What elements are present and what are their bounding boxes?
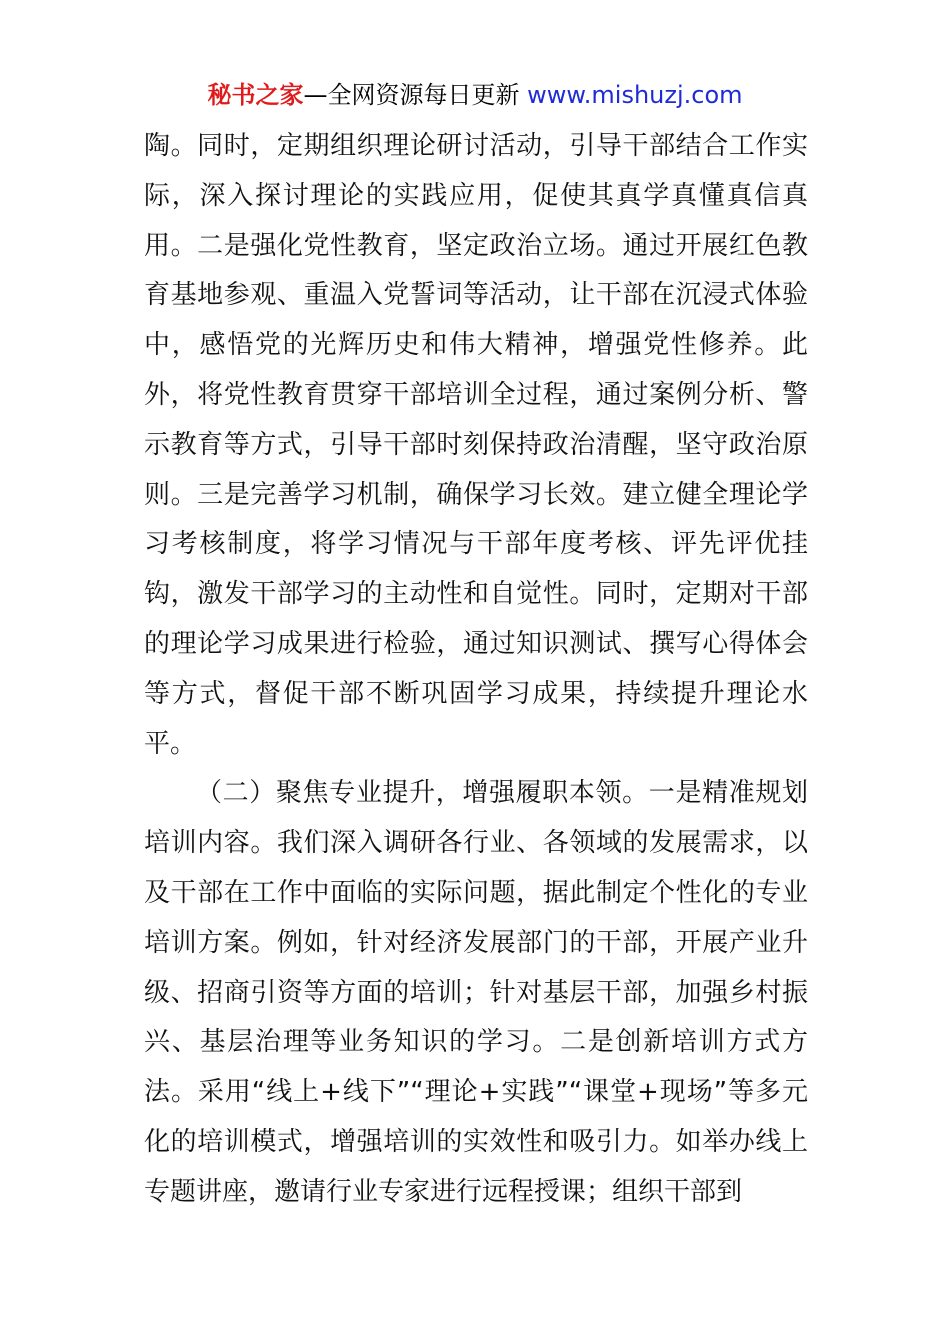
paragraph-continuation: 陶。同时，定期组织理论研讨活动，引导干部结合工作实际，深入探讨理论的实践应用，促使其真学真懂真信真用。二是强化党性教育，坚定政治立场。通过开展红色教育基地参观、重温入党誓词等活动，让干部在沉浸式体验中，感悟党的光辉历史和伟大精神，增强党性修养。此外，将党性教育贯穿干部培训全过程，通过案例分析、警示教育等方式，引导干部时刻保持政治清醒，坚守政治原则。三是完善学习机制，确保学习长效。建立健全理论学习考核制度，将学习情况与干部年度考核、评先评优挂钩，激发干部学习的主动性和自觉性。同时，定期对干部的理论学习成果进行检验，通过知识测试、撰写心得体会等方式，督促干部不断巩固学习成果，持续提升理论水平。: [144, 131, 808, 759]
site-header: [0, 78, 950, 112]
document-body: [144, 122, 808, 1218]
site-slogan: —全网资源每日更新: [303, 81, 528, 109]
site-brand: 秘书之家: [207, 81, 304, 109]
paragraph-section-two: （二）聚焦专业提升，增强履职本领。一是精准规划培训内容。我们深入调研各行业、各领域的发展需求，以及干部在工作中面临的实际问题，据此制定个性化的专业培训方案。例如，针对经济发展部门的干部，开展产业升级、招商引资等方面的培训；针对基层干部，加强乡村振兴、基层治理等业务知识的学习。二是创新培训方式方法。采用“线上+线下”“理论+实践”“课堂+现场”等多元化的培训模式，增强培训的实效性和吸引力。如举办线上专题讲座，邀请行业专家进行远程授课；组织干部到: [144, 778, 808, 1207]
site-url-link[interactable]: www.mishuzj.com: [527, 81, 743, 109]
